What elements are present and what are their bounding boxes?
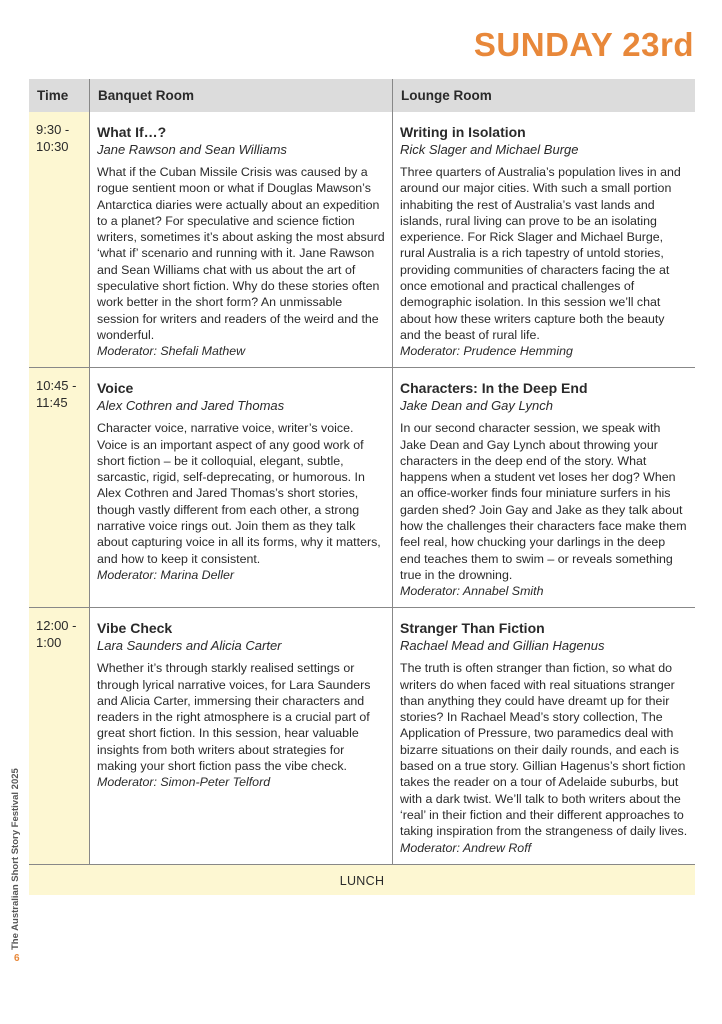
session-authors: Lara Saunders and Alicia Carter — [97, 638, 282, 654]
session-time: 10:45 - 11:45 — [29, 368, 90, 608]
schedule-row — [29, 112, 695, 368]
session-authors: Jane Rawson and Sean Williams — [97, 142, 287, 157]
session-authors: Jake Dean and Gay Lynch — [400, 398, 553, 414]
festival-side-label: The Australian Short Story Festival 2025 — [10, 768, 21, 950]
session-title: Voice — [97, 380, 134, 397]
schedule-table — [29, 79, 695, 895]
day-title: SUNDAY 23rd — [473, 26, 694, 63]
session-description: In our second character session, we speak with Jake Dean and Gay Lynch about throwing your characters in the deep end of the story. What happens when a student vet loses her dog? When an office-worker finds four miniature surfers in his garden shed? Join Gay and Jake as they talk about how the challenges their characters face make them feel real, how chucking your darlings in the deep end teaches them to swim – or reveals something true in the drowning. — [400, 421, 687, 582]
session-description: Whether it’s through starkly realised settings or through lyrical narrative voices, for Lara Saunders and Alicia Carter, immersing their characters and readers in the right atmosphere is a crucial part of great short fiction. In this session, hear valuable insights from both writers about strategies for making your short fiction pass the vibe check. — [97, 661, 371, 774]
lunch-break: LUNCH — [29, 864, 695, 895]
column-header-lounge-room: Lounge Room — [393, 79, 696, 112]
column-header-banquet-room: Banquet Room — [90, 79, 393, 112]
session-description: Character voice, narrative voice, writer’s voice. Voice is an important aspect of any good work of short fiction – be it colloquial, elegant, subtle, sarcastic, rigid, self-deprecating, or humorous. In Alex Cothren and Jared Thomas’s short stories, though vastly different from each other, a strong narrative voice rings out. Join them as they talk about capturing voice in all its forms, why it matters, and how to keep it consistent. — [97, 421, 381, 566]
session-time: 9:30 - 10:30 — [29, 112, 90, 368]
schedule-header-row — [29, 79, 695, 112]
session-moderator: Moderator: Shefali Mathew — [97, 344, 246, 359]
session-authors: Rachael Mead and Gillian Hagenus — [400, 638, 605, 654]
session-moderator: Moderator: Marina Deller — [97, 567, 235, 582]
schedule-row — [29, 608, 695, 864]
page-number: 6 — [14, 953, 20, 964]
session-moderator: Moderator: Simon-Peter Telford — [97, 775, 271, 790]
session-time: 12:00 - 1:00 — [29, 608, 90, 864]
banquet-session — [90, 608, 393, 864]
session-title: Vibe Check — [97, 620, 173, 637]
session-authors: Rick Slager and Michael Burge — [400, 142, 579, 157]
session-description: What if the Cuban Missile Crisis was caused by a rogue sentient moon or what if Douglas Mawson’s Antarctica diaries were actually about an expedition to a planet? For speculative and science fiction writers, sometimes it’s about asking the most absurd ‘what if’ scenario and running with it. Jane Rawson and Sean Williams chat with us about the art of speculative short fiction. Why do these stories often work better in the short form? An unmissable session for writers and readers of the weird and the wonderful. — [97, 165, 385, 342]
lounge-session — [393, 368, 696, 608]
lounge-session — [393, 608, 696, 864]
session-moderator: Moderator: Andrew Roff — [400, 840, 532, 855]
session-moderator: Moderator: Annabel Smith — [400, 584, 544, 599]
session-title: Characters: In the Deep End — [400, 380, 588, 397]
session-description: The truth is often stranger than fiction, so what do writers do when faced with real situations stranger than anything they could have dreamt up for their stories? In Rachael Mead’s story collection, The Application of Pressure, two paramedics deal with bizarre situations on their daily rounds, and each is based on a true story. Gillian Hagenus’s short fiction takes the reader on a tour of Adelaide suburbs, but with a dark twist. We’ll talk to both writers about the ‘real’ in their fiction and their different approaches to taking inspiration from the strangeness of daily lives. — [400, 661, 688, 839]
session-title: Writing in Isolation — [400, 124, 526, 140]
session-authors: Alex Cothren and Jared Thomas — [97, 398, 285, 414]
session-description: Three quarters of Australia’s population lives in and around our major cities. With such a small portion inhabiting the rest of Australia’s vast lands and islands, rural living can prove to be an isolating experience. For Rick Slager and Michael Burge, rural Australia is a rich tapestry of untold stories, providing communities of characters facing the at once emotional and practical challenges of demographic isolation. In this session we’ll chat about how these writers capture both the beauty and the beast of rural life. — [400, 165, 681, 342]
session-title: What If…? — [97, 124, 167, 140]
lounge-session — [393, 112, 696, 368]
banquet-session — [90, 112, 393, 368]
column-header-time: Time — [29, 79, 90, 112]
session-title: Stranger Than Fiction — [400, 620, 545, 637]
session-moderator: Moderator: Prudence Hemming — [400, 344, 573, 359]
schedule-row — [29, 368, 695, 608]
lunch-row — [29, 864, 695, 895]
banquet-session — [90, 368, 393, 608]
